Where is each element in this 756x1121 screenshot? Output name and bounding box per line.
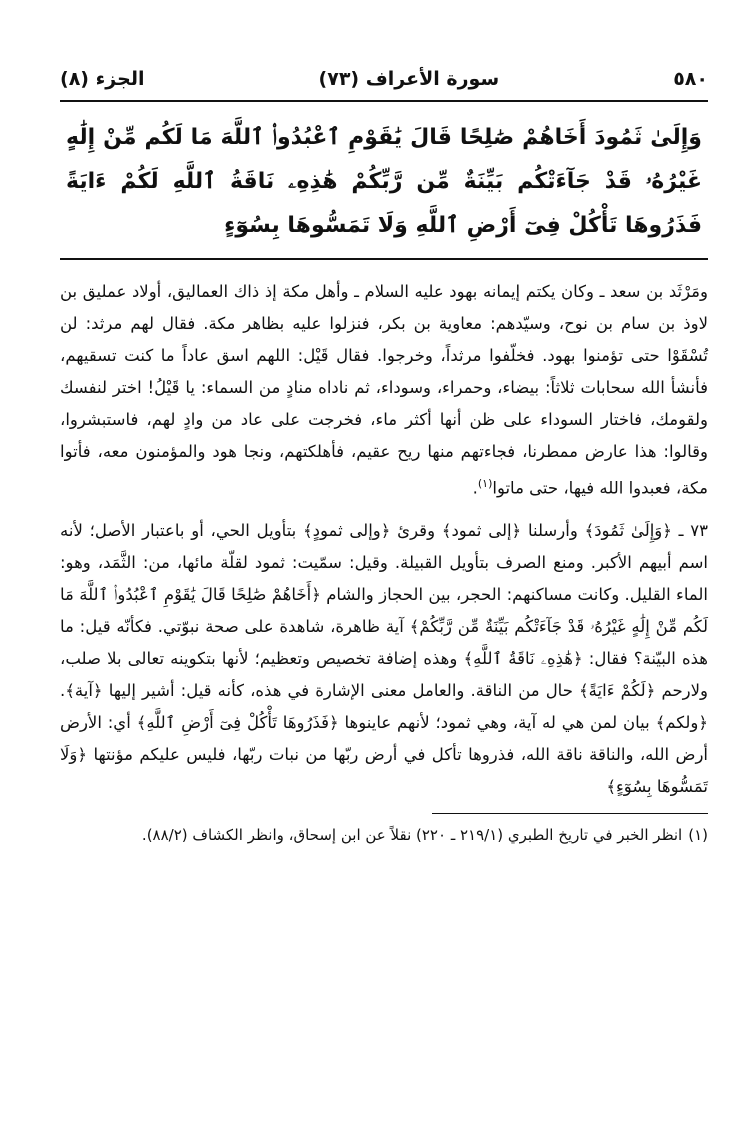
commentary-paragraph	[60, 276, 708, 505]
footnote	[60, 822, 708, 848]
paragraph-text: ومَرْثَد بن سعد ـ وكان يكتم إيمانه بهود عليه السلام ـ وأهل مكة إذ ذاك العماليق، أولاد عمليق بن لاوذ بن سام بن نوح، وسيّدهم: معاوية بن بكر، فنزلوا عليه بظاهر مكة. فقال لهم مرثد: لن تُسْقَوْا حتى تؤمنوا بهود. فخلّفوا مرثداً، وخرجوا. فقال قَيْل: اللهم اسق عاداً ما كنت تسقيهم، فأنشأ الله سحابات ثلاثاً: بيضاء، وحمراء، وسوداء، ثم ناداه منادٍ من السماء: يا قَيْلُ! اختر لنفسك ولقومك، فاختار السوداء على ظن أنها أكثر ماء، فخرجت على عاد من وادٍ لهم، فاستبشروا، وقالوا: هذا عارض ممطرنا، فجاءتهم منها ريح عقيم، فأهلكتهم، ونجا هود والمؤمنون معه، فأتوا مكة، فعبدوا الله فيها، حتى ماتوا	[60, 282, 708, 498]
page-header	[60, 58, 708, 102]
commentary-body	[60, 276, 708, 803]
footnote-number: (١)	[688, 825, 708, 844]
juz-label: الجزء (٨)	[60, 68, 145, 90]
book-page	[60, 58, 708, 1098]
commentary-paragraph	[60, 515, 708, 803]
footnote-text: انظر الخبر في تاريخ الطبري (٢١٩/١ ـ ٢٢٠) نقلاً عن ابن إسحاق، وانظر الكشاف (٨٨/٢).	[141, 825, 683, 844]
footnotes-section	[60, 822, 708, 848]
paragraph-text: ٧٣ ـ ﴿وَإِلَىٰ ثَمُودَ﴾ وأرسلنا ﴿إلى ثمود﴾ وقرئ ﴿وإلى ثمودٍ﴾ بتأويل الحي، أو باعتبار الأصل؛ لأنه اسم أبيهم الأكبر. ومنع الصرف بتأويل القبيلة. وقيل: سمّيت: ثمود لقلّة مائها، من: الثَّمَد، وهو: الماء القليل. وكانت مساكنهم: الحجر، بين الحجاز والشام ﴿أَخَاهُمْ صَٰلِحًا قَالَ يَٰقَوْمِ ٱعْبُدُوا۟ ٱللَّهَ مَا لَكُم مِّنْ إِلَٰهٍ غَيْرُهُۥ قَدْ جَآءَتْكُم بَيِّنَةٌ مِّن رَّبِّكُمْ﴾ آية ظاهرة، شاهدة على صحة نبوّتي. فكأنّه قيل: ما هذه البيّنة؟ فقال: ﴿هَٰذِهِۦ نَاقَةُ ٱللَّهِ﴾ وهذه إضافة تخصيص وتعظيم؛ لأنها بتكوينه تعالى بلا صلب، ولارحم ﴿لَكُمْ ءَايَةً﴾ حال من الناقة. والعامل معنى الإشارة في هذه، كأنه قيل: أشير إليها ﴿آية﴾. ﴿ولكم﴾ بيان لمن هي له آية، وهي ثمود؛ لأنهم عاينوها ﴿فَذَرُوهَا تَأْكُلْ فِىٓ أَرْضِ ٱللَّهِ﴾ أي: الأرض أرض الله، والناقة ناقة الله، فذروها تأكل في أرض ربّها من نبات ربّها، فليس عليكم مؤنتها ﴿وَلَا تَمَسُّوهَا بِسُوٓءٍ﴾	[60, 520, 708, 796]
footnote-divider	[432, 813, 708, 814]
quran-verse-block: وَإِلَىٰ ثَمُودَ أَخَاهُمْ صَٰلِحًا قَالَ يَٰقَوْمِ ٱعْبُدُوا۟ ٱللَّهَ مَا لَكُم مِّنْ إِلَٰهٍ غَيْرُهُۥ قَدْ جَآءَتْكُم بَيِّنَةٌ مِّن رَّبِّكُمْ هَٰذِهِۦ نَاقَةُ ٱللَّهِ لَكُمْ ءَايَةً فَذَرُوهَا تَأْكُلْ فِىٓ أَرْضِ ٱللَّهِ وَلَا تَمَسُّوهَا بِسُوٓءٍ	[60, 116, 708, 260]
page-number: ٥٨٠	[673, 68, 708, 90]
paragraph-end: .	[472, 478, 478, 498]
footnote-reference: (١)	[477, 477, 493, 490]
surah-title: سورة الأعراف (٧٣)	[318, 68, 500, 90]
